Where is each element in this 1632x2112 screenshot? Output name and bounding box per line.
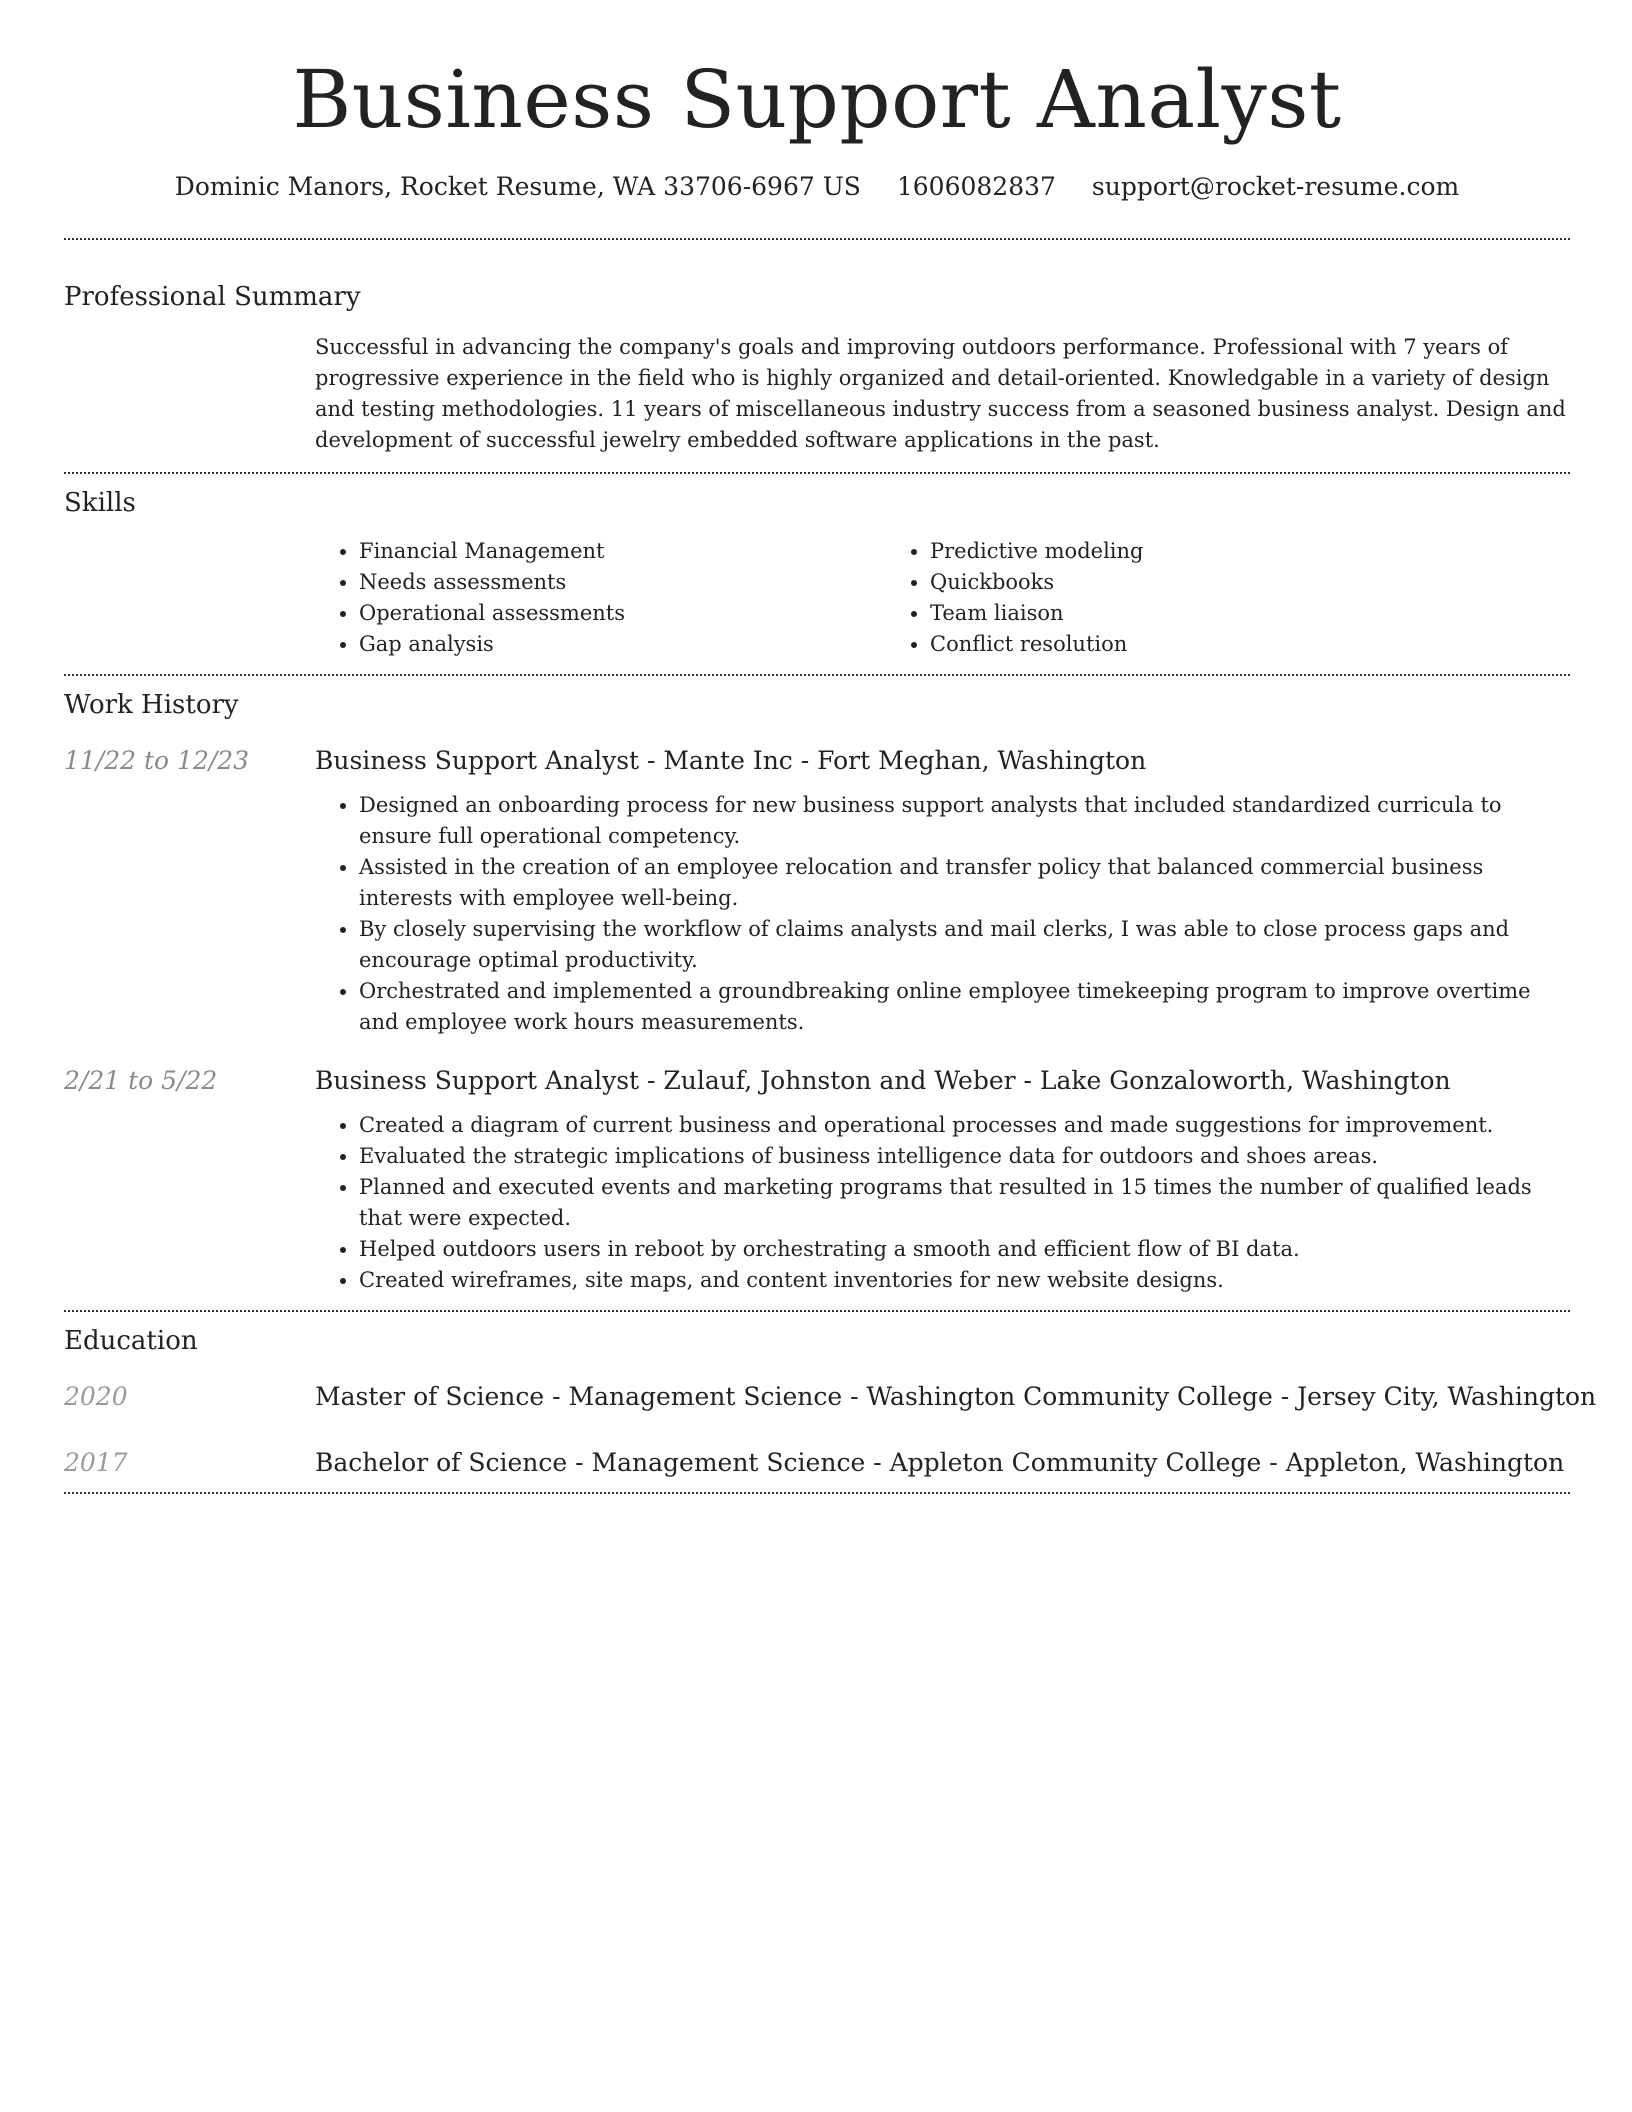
skills-grid	[315, 536, 1570, 674]
job-bullet: • Created wireframes, site maps, and content inventories for new website designs.	[359, 1265, 1570, 1296]
skills-list-left	[315, 536, 886, 660]
contact-phone: 1606082837	[896, 172, 1056, 201]
job-bullet: • Designed an onboarding process for new business support analysts that included standardized curricula to ensure full operational competency.	[359, 790, 1570, 852]
work-history-heading: Work History	[64, 690, 239, 720]
job-bullet: • Created a diagram of current business and operational processes and made suggestions for improvement.	[359, 1110, 1570, 1141]
job-dates: 11/22 to 12/23	[64, 746, 250, 775]
job-bullet: • Orchestrated and implemented a groundbreaking online employee timekeeping program to improve overtime and employee work hours measurements.	[359, 976, 1570, 1038]
job-entry	[64, 1064, 1570, 1310]
job-title: Business Support Analyst - Mante Inc - Fort Meghan, Washington	[315, 746, 1147, 775]
job-dates: 2/21 to 5/22	[64, 1066, 218, 1095]
resume-page	[64, 0, 1597, 1494]
skills-heading: Skills	[64, 488, 136, 518]
education-degree: Bachelor of Science - Management Science - Appleton Community College - Appleton, Washington	[315, 1448, 1565, 1477]
education-degree: Master of Science - Management Science - Washington Community College - Jersey City, Washington	[315, 1382, 1597, 1411]
resume-name-heading: Business Support Analyst	[292, 53, 1342, 146]
job-bullets	[315, 1110, 1570, 1296]
contact-line	[64, 170, 1570, 204]
job-bullet: • Evaluated the strategic implications of business intelligence data for outdoors and shoes areas.	[359, 1141, 1570, 1172]
skill-item: • Team liaison	[930, 598, 1486, 629]
skills-list-right	[886, 536, 1486, 660]
skill-item: • Needs assessments	[359, 567, 886, 598]
job-body	[315, 1064, 1570, 1296]
skill-item: • Financial Management	[359, 536, 886, 567]
education-section	[64, 1312, 1597, 1492]
job-bullet: • Assisted in the creation of an employee relocation and transfer policy that balanced commercial business interests with employee well-being.	[359, 852, 1570, 914]
education-year: 2020	[64, 1382, 128, 1411]
education-year: 2017	[64, 1448, 128, 1477]
job-bullet: • By closely supervising the workflow of claims analysts and mail clerks, I was able to close process gaps and encourage optimal productivity.	[359, 914, 1570, 976]
job-body	[315, 744, 1570, 1038]
contact-email: support@rocket-resume.com	[1091, 172, 1460, 201]
job-bullet: • Planned and executed events and marketing programs that resulted in 15 times the number of qualified leads that were expected.	[359, 1172, 1570, 1234]
contact-address: Dominic Manors, Rocket Resume, WA 33706-6967 US	[174, 172, 861, 201]
work-history-section	[64, 676, 1570, 1310]
summary-text: Successful in advancing the company's goals and improving outdoors performance. Professional with 7 years of progressive experience in the field who is highly organized and detail-oriented. Knowledgable in a variety of design and testing methodologies. 11 years of miscellaneous industry success from a seasoned business analyst. Design and development of successful jewelry embedded software applications in the past.	[315, 335, 1566, 452]
skill-item: • Operational assessments	[359, 598, 886, 629]
job-bullet: • Helped outdoors users in reboot by orchestrating a smooth and efficient flow of BI data.	[359, 1234, 1570, 1265]
skill-item: • Conflict resolution	[930, 629, 1486, 660]
section-divider	[64, 1492, 1570, 1494]
job-title: Business Support Analyst - Zulauf, Johnston and Weber - Lake Gonzaloworth, Washington	[315, 1066, 1451, 1095]
education-heading: Education	[64, 1326, 198, 1356]
job-bullets	[315, 790, 1570, 1038]
job-entry	[64, 744, 1570, 1038]
education-entry	[64, 1446, 1570, 1492]
skill-item: • Gap analysis	[359, 629, 886, 660]
skill-item: • Predictive modeling	[930, 536, 1486, 567]
skill-item: • Quickbooks	[930, 567, 1486, 598]
skills-section	[64, 474, 1570, 674]
education-entry	[64, 1380, 1597, 1414]
summary-section	[64, 240, 1570, 472]
summary-heading: Professional Summary	[64, 282, 361, 312]
